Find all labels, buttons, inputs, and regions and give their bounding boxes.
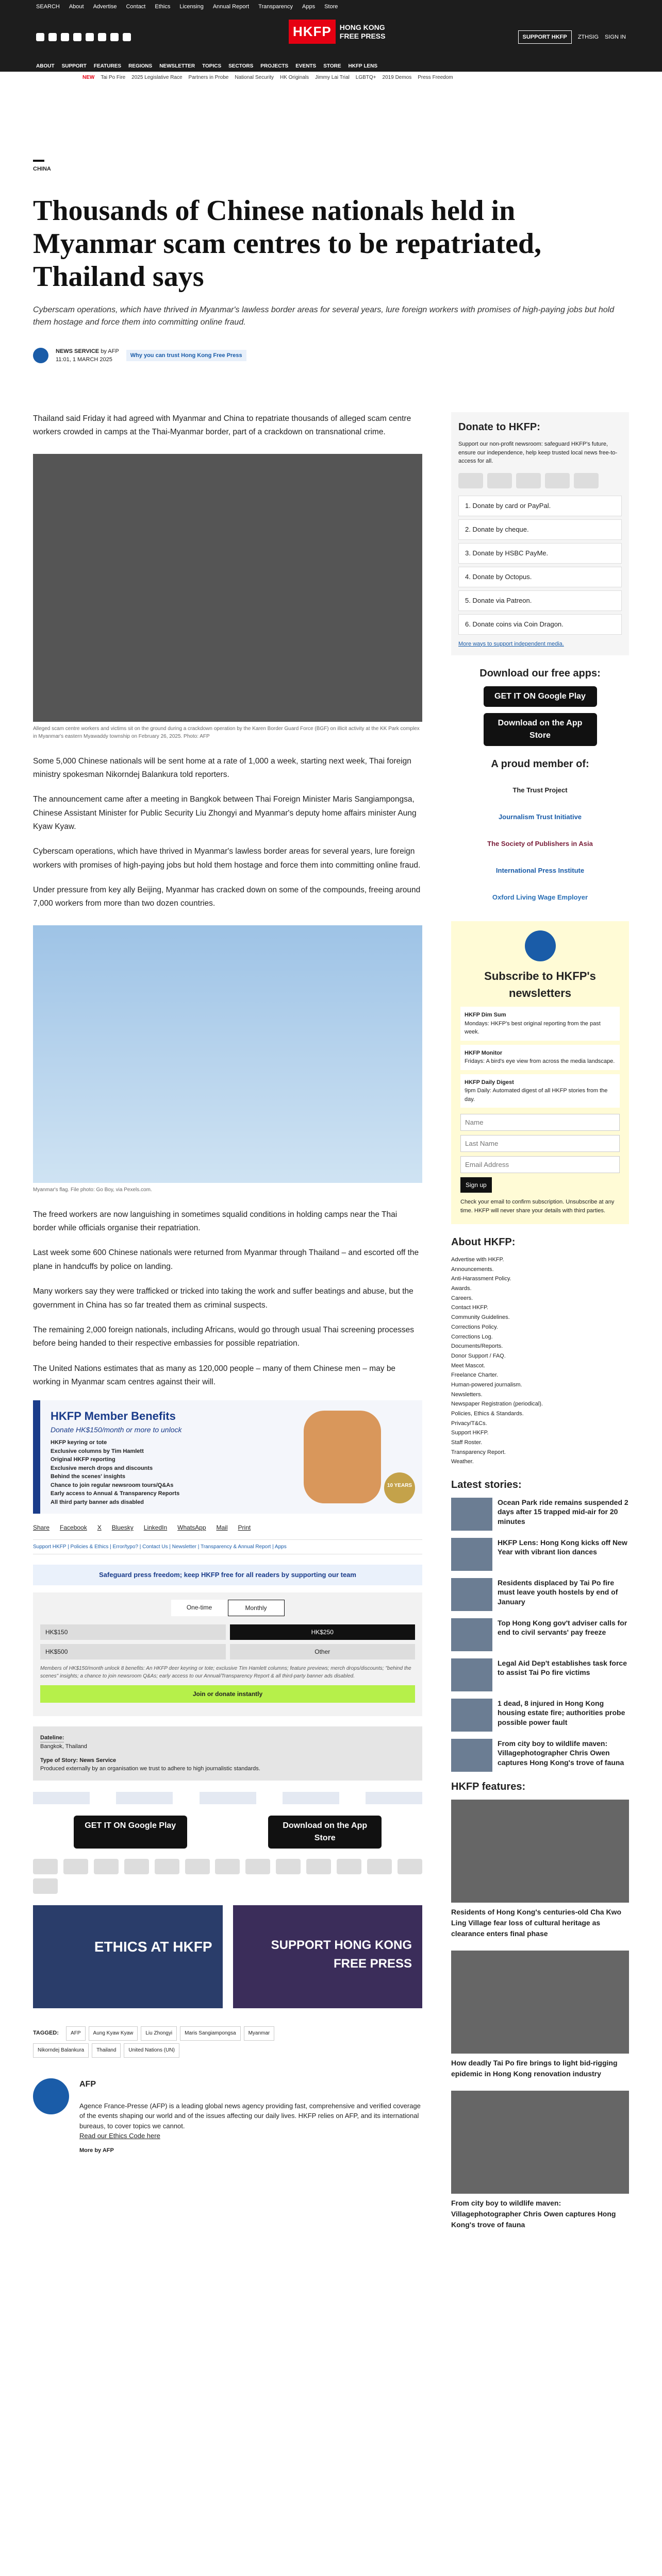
banner-title: HKFP Member Benefits — [51, 1410, 176, 1423]
apps-heading: Download our free apps: — [479, 668, 601, 679]
amount-grid — [40, 1624, 415, 1659]
partner-logo — [116, 1792, 173, 1804]
anniversary-badge: 10 YEARS — [384, 1472, 415, 1503]
support-promo[interactable]: SUPPORT HONG KONG FREE PRESS — [233, 1905, 423, 2008]
about-link[interactable]: Announcements. — [451, 1266, 494, 1273]
member-logo[interactable]: International Press Institute — [495, 867, 585, 874]
trend-link[interactable]: 2025 Legislative Race — [131, 74, 183, 80]
story-thumb — [451, 1538, 492, 1571]
member-heading: A proud member of: — [491, 758, 589, 770]
signup-button[interactable]: Sign up — [460, 1177, 492, 1193]
payme-icon[interactable] — [337, 1859, 361, 1874]
share-link[interactable]: Print — [238, 1524, 251, 1532]
feature-image — [451, 1800, 629, 1903]
banner-item: Chance to join regular newsroom tours/Q&As — [51, 1482, 174, 1488]
logo-text — [340, 23, 386, 40]
about-link[interactable]: Staff Roster. — [451, 1439, 483, 1446]
partner-logo — [283, 1792, 339, 1804]
support-button[interactable]: SUPPORT HKFP — [518, 30, 572, 44]
story-thumb — [451, 1739, 492, 1772]
byline-author[interactable]: NEWS SERVICE — [56, 348, 100, 354]
banner-item: All third party banner ads disabled — [51, 1499, 144, 1505]
nav-item[interactable]: ABOUT — [36, 63, 55, 69]
paragraph: Some 5,000 Chinese nationals will be sent home at a rate of 1,000 a week, starting next week, Thai foreign ministry spokesman Nikorndej Balankura told reporters. — [33, 756, 411, 779]
author-box — [33, 2078, 422, 2155]
tag[interactable]: Aung Kyaw Kyaw — [89, 2026, 138, 2041]
nav-item[interactable]: NEWSLETTER — [159, 63, 195, 69]
trend-link[interactable]: Jimmy Lai Trial — [315, 74, 350, 80]
paragraph: Many workers say they were trafficked or tricked into taking the work and suffer beatings and abuse, but the government in China has so far treated them as criminal suspects. — [33, 1287, 413, 1310]
octopus-icon[interactable] — [245, 1859, 270, 1874]
promo-tiles — [33, 1905, 422, 2008]
banner-item: Exclusive columns by Tim Hamlett — [51, 1448, 144, 1454]
newsletter-desc: Mondays: HKFP's best original reporting from the past week. — [465, 1020, 601, 1035]
about-link[interactable]: Advertise with HKFP. — [451, 1257, 504, 1263]
header-actions — [518, 30, 626, 44]
newsletter-option[interactable] — [460, 1007, 620, 1041]
nav-item[interactable]: HKFP LENS — [348, 63, 377, 69]
payment-option[interactable]: 5. Donate via Patreon. — [458, 590, 622, 611]
story-title: Ocean Park ride remains suspended 2 days after 15 trapped mid-air for 20 minutes — [498, 1498, 628, 1526]
story-title: From city boy to wildlife maven: Villagephotographer Chris Owen captures Hong Kong's trove of fauna — [498, 1739, 624, 1767]
topbar-link[interactable]: Store — [324, 3, 338, 10]
about-link[interactable]: Corrections Log. — [451, 1333, 493, 1340]
latest-list — [451, 1498, 629, 1772]
newsletter-name: HKFP Monitor — [465, 1049, 503, 1056]
payment-option[interactable]: 6. Donate coins via Coin Dragon. — [458, 614, 622, 635]
about-link[interactable]: Weather. — [451, 1459, 474, 1465]
about-link[interactable]: Transparency Report. — [451, 1449, 506, 1455]
story-item[interactable] — [451, 1498, 629, 1531]
payment-option[interactable]: 2. Donate by cheque. — [458, 519, 622, 540]
author-name[interactable]: AFP — [79, 2079, 96, 2089]
app-store-button[interactable]: Download on the App Store — [268, 1816, 382, 1849]
about-link[interactable]: Careers. — [451, 1295, 473, 1301]
story-thumb — [451, 1699, 492, 1732]
story-item[interactable] — [451, 1538, 629, 1571]
logo-line: FREE PRESS — [339, 31, 386, 40]
trend-link[interactable]: Partners in Probe — [188, 74, 229, 80]
story-title: 1 dead, 8 injured in Hong Kong housing estate fire; authorities probe possible power fault — [498, 1699, 625, 1726]
share-link[interactable]: Mail — [216, 1524, 228, 1532]
story-thumb — [451, 1498, 492, 1531]
story-type-value: Produced externally by an organisation we trust to adhere to high journalistic standards. — [40, 1766, 260, 1772]
jcb-icon[interactable] — [574, 473, 599, 488]
feature-image — [451, 2091, 629, 2194]
dateline-value: Bangkok, Thailand — [40, 1743, 87, 1750]
banner-subtitle: Donate HK$150/month or more to unlock — [51, 1426, 182, 1434]
unionpay-icon[interactable] — [545, 473, 570, 488]
trend-link[interactable]: LGBTQ+ — [355, 74, 376, 80]
paragraph: The United Nations estimates that as many as 120,000 people – many of them Chinese men – may be working in Myanmar scam centres against their will. — [33, 1364, 396, 1386]
topbar-link[interactable]: About — [69, 3, 84, 10]
about-link[interactable]: Privacy/T&Cs. — [451, 1420, 487, 1427]
banner-item: Original HKFP reporting — [51, 1456, 115, 1463]
story-thumb — [451, 1618, 492, 1651]
app-store-buttons — [33, 1816, 422, 1849]
category-kicker[interactable]: CHINA — [33, 160, 44, 174]
top-bar — [0, 0, 662, 13]
banner-item: HKFP keyring or tote — [51, 1439, 107, 1446]
author-bio: Agence France-Presse (AFP) is a leading global news agency providing fast, comprehensive and verified coverage of the events shaping our world and of the issues affecting our daily lives. HKFP relies on AFP, and its international bureaus, to cover topics we cannot. — [79, 2102, 421, 2130]
photo-caption: Alleged scam centre workers and victims sit on the ground during a crackdown operation by the Karen Border Guard Force (BGF) on illicit activity at the KK Park complex in Myanmar's eastern Myawaddy township on February 26, 2025. Photo: AFP — [33, 725, 420, 739]
payment-option[interactable]: 3. Donate by HSBC PayMe. — [458, 543, 622, 564]
apple-pay-icon[interactable] — [33, 1878, 58, 1894]
linkedin-icon[interactable] — [86, 33, 94, 41]
dateline-box — [33, 1726, 422, 1781]
story-item[interactable] — [451, 1739, 629, 1772]
tab-monthly[interactable]: Monthly — [228, 1600, 285, 1616]
myanmar-flag-photo — [33, 925, 422, 1183]
logo-line: HONG KONG — [339, 23, 385, 32]
newsletter-option[interactable] — [460, 1074, 620, 1108]
nav-item[interactable]: TOPICS — [202, 63, 222, 69]
byline-date: 11:01, 1 MARCH 2025 — [56, 357, 112, 363]
amex-icon[interactable] — [124, 1859, 149, 1874]
banner-item: Early access to Annual & Transparency Reports — [51, 1490, 180, 1497]
partner-logo — [200, 1792, 256, 1804]
story-thumb — [451, 1658, 492, 1691]
tag[interactable]: Myanmar — [244, 2026, 275, 2041]
story-title: HKFP Lens: Hong Kong kicks off New Year with vibrant lion dances — [498, 1538, 627, 1556]
nav-item[interactable]: SUPPORT — [61, 63, 87, 69]
visa-icon[interactable] — [94, 1859, 119, 1874]
mastercard-icon[interactable] — [458, 473, 483, 488]
google-play-button[interactable]: GET IT ON Google Play — [74, 1816, 187, 1849]
paragraph: Last week some 600 Chinese nationals were returned from Myanmar through Thailand – and escorted off the plane in handcuffs by police on landing. — [33, 1248, 419, 1271]
tag[interactable]: Liu Zhongyi — [141, 2026, 177, 2041]
story-thumb — [451, 1578, 492, 1611]
member-logo[interactable]: Journalism Trust Initiative — [498, 813, 582, 821]
topbar-link[interactable]: Contact — [126, 3, 146, 10]
dateline-label: Dateline: — [40, 1734, 64, 1743]
ethics-link[interactable]: Read our Ethics Code here — [79, 2132, 160, 2140]
x-icon[interactable] — [48, 33, 57, 41]
share-bar — [33, 1523, 422, 1532]
nav-item[interactable]: STORE — [323, 63, 341, 69]
tag[interactable]: Nikorndej Balankura — [33, 2043, 89, 2058]
feature-item[interactable] — [451, 1800, 629, 1939]
topbar-link[interactable]: Apps — [302, 3, 316, 10]
site-logo[interactable] — [289, 20, 385, 44]
share-link[interactable]: LinkedIn — [143, 1524, 168, 1532]
about-links — [451, 1255, 629, 1467]
trend-label: NEW — [82, 74, 95, 80]
tag[interactable]: Maris Sangiampongsa — [180, 2026, 241, 2041]
newsletter-logo — [525, 930, 556, 961]
last-name-field[interactable] — [460, 1135, 620, 1152]
amount-option-selected[interactable]: HK$250 — [230, 1624, 416, 1640]
paragraph: The announcement came after a meeting in Bangkok between Thai Foreign Minister Maris Sangiampongsa, Chinese Assistant Minister for Public Security Liu Zhongyi and Myanmar's deputy home affairs minister Aung Kyaw Kyaw. — [33, 795, 417, 832]
trend-link[interactable]: Press Freedom — [418, 74, 453, 80]
visa-icon[interactable] — [487, 473, 512, 488]
newsletter-heading: Subscribe to HKFP's newsletters — [484, 970, 596, 999]
topbar-link[interactable]: Ethics — [155, 3, 171, 10]
banner-item: Behind the scenes' insights — [51, 1473, 126, 1480]
paypal-icon[interactable] — [516, 473, 541, 488]
features-heading: HKFP features: — [451, 1781, 526, 1793]
feature-image — [451, 1951, 629, 2054]
paypal-icon[interactable] — [306, 1859, 331, 1874]
donation-frequency — [40, 1600, 415, 1616]
banner-item: Exclusive merch drops and discounts — [51, 1465, 153, 1471]
amount-option[interactable]: HK$500 — [40, 1644, 226, 1659]
about-link[interactable]: Community Guidelines. — [451, 1314, 510, 1321]
google-play-button[interactable]: GET IT ON Google Play — [484, 686, 597, 707]
byline-text — [56, 347, 119, 364]
topbar-link[interactable]: Advertise — [93, 3, 117, 10]
social-icons — [36, 33, 131, 41]
google-pay-icon[interactable] — [398, 1859, 422, 1874]
youtube-icon[interactable] — [98, 33, 106, 41]
partner-logo — [366, 1792, 422, 1804]
paragraph: Under pressure from key ally Beijing, Myanmar has cracked down on some of the compounds, freeing around 7,000 workers from more than two dozen countries. — [33, 886, 421, 908]
about-link[interactable]: Anti-Harassment Policy. — [451, 1276, 511, 1282]
feature-item[interactable] — [451, 2091, 629, 2230]
jcb-icon[interactable] — [155, 1859, 179, 1874]
newsletter-name: HKFP Daily Digest — [465, 1079, 514, 1086]
about-link[interactable]: Newsletters. — [451, 1391, 483, 1398]
newsletter-note: Check your email to confirm subscription. Unsubscribe at any time. HKFP will never share your details with third parties. — [460, 1199, 615, 1214]
story-item[interactable] — [451, 1578, 629, 1611]
nav-item[interactable]: PROJECTS — [260, 63, 289, 69]
safeguard-banner[interactable]: Safeguard press freedom; keep HKFP free for all readers by supporting our team — [33, 1565, 422, 1585]
trending-bar — [0, 72, 662, 82]
donate-text: Support our non-profit newsroom: safeguard HKFP's future, ensure our independence, help keep trusted local news free-to-access for all. — [458, 441, 618, 464]
support-links[interactable]: Support HKFP | Policies & Ethics | Error/typo? | Contact Us | Newsletter | Transparency & Annual Report | Apps — [33, 1539, 422, 1554]
feature-title: How deadly Tai Po fire brings to light bid-rigging epidemic in Hong Kong renovation industry — [451, 2059, 618, 2078]
about-link[interactable]: Meet Mascot. — [451, 1362, 486, 1369]
partner-logo — [33, 1792, 90, 1804]
unionpay-icon[interactable] — [63, 1859, 88, 1874]
tag[interactable]: AFP — [66, 2026, 85, 2041]
sidebar — [451, 412, 629, 2242]
donate-heading: Donate to HKFP: — [458, 421, 540, 433]
story-type-label: Type of Story: News Service — [40, 1757, 117, 1764]
nav-item[interactable]: EVENTS — [295, 63, 317, 69]
article-title: Thousands of Chinese nationals held in Myanmar scam centres to be repatriated, Thailand says — [33, 194, 541, 293]
facebook-icon[interactable] — [36, 33, 44, 41]
paragraph: The remaining 2,000 foreign nationals, including Africans, would go through usual Thai screening processes before being handed to their respective embassies for possible repatriation. — [33, 1325, 414, 1348]
language-link[interactable]: ZTHSIG — [577, 33, 599, 40]
about-link[interactable]: Awards. — [451, 1285, 472, 1292]
signin-link[interactable]: SIGN IN — [605, 33, 626, 40]
amount-option[interactable]: Other — [230, 1644, 416, 1659]
about-link[interactable]: Human-powered journalism. — [451, 1381, 522, 1388]
app-store-buttons-side — [451, 686, 629, 746]
mastercard-icon[interactable] — [33, 1859, 58, 1874]
about-link[interactable]: Freelance Charter. — [451, 1372, 499, 1379]
wechat-pay-icon[interactable] — [215, 1859, 240, 1874]
main-nav — [0, 61, 662, 72]
bitcoin-icon[interactable] — [367, 1859, 392, 1874]
byline — [33, 347, 629, 364]
feature-title: From city boy to wildlife maven: Villagephotographer Chris Owen captures Hong Kong's trove of fauna — [451, 2199, 616, 2229]
member-logo[interactable]: The Society of Publishers in Asia — [487, 840, 593, 848]
paragraph: The freed workers are now languishing in sometimes squalid conditions in holding camps near the Thai border while officials organise their repatriation. — [33, 1210, 398, 1233]
article-dek: Cyberscam operations, which have thrived in Myanmar's lawless border areas for several years, lure foreign workers with promises of high-paying jobs but hold them hostage and force them into committing online fraud. — [33, 305, 615, 327]
story-title: Residents displaced by Tai Po fire must leave youth hostels by end of January — [498, 1579, 618, 1606]
share-link[interactable]: WhatsApp — [177, 1524, 206, 1532]
newsletter-box — [451, 921, 629, 1224]
logo-box: HKFP — [289, 20, 336, 44]
site-header — [0, 13, 662, 61]
donate-box — [451, 412, 629, 655]
about-link[interactable]: Documents/Reports. — [451, 1343, 503, 1350]
trust-link[interactable]: Why you can trust Hong Kong Free Press — [126, 350, 246, 362]
story-item[interactable] — [451, 1699, 629, 1732]
nav-item[interactable]: FEATURES — [93, 63, 122, 69]
tag-list — [33, 2024, 422, 2058]
scam-workers-photo — [33, 454, 422, 722]
author-avatar[interactable] — [33, 348, 48, 363]
trend-link[interactable]: National Security — [235, 74, 274, 80]
about-heading: About HKFP: — [451, 1236, 516, 1248]
byline-by[interactable]: by AFP — [101, 348, 119, 354]
email-field[interactable] — [460, 1156, 620, 1173]
about-link[interactable]: Newspaper Registration (periodical). — [451, 1401, 543, 1408]
topbar-link[interactable]: Licensing — [179, 3, 204, 10]
topbar-link[interactable]: SEARCH — [36, 3, 60, 10]
trend-link[interactable]: HK Originals — [279, 74, 309, 80]
amount-option[interactable]: HK$150 — [40, 1624, 226, 1640]
deer-mascot-icon — [304, 1411, 381, 1503]
alipay-icon[interactable] — [185, 1859, 210, 1874]
about-link[interactable]: Contact HKFP. — [451, 1304, 488, 1311]
threads-icon[interactable] — [73, 33, 81, 41]
tagged-label: TAGGED: — [33, 2029, 59, 2036]
mail-icon[interactable] — [110, 33, 119, 41]
payment-icons — [33, 1859, 422, 1894]
nav-item[interactable]: REGIONS — [128, 63, 153, 69]
share-link[interactable]: Share — [33, 1524, 50, 1532]
about-link[interactable]: Donor Support / FAQ. — [451, 1352, 506, 1359]
share-link[interactable]: Bluesky — [111, 1524, 134, 1532]
newsletter-name: HKFP Dim Sum — [465, 1012, 506, 1018]
member-logo[interactable]: The Trust Project — [512, 786, 568, 794]
about-link[interactable]: Policies, Ethics & Standards. — [451, 1411, 524, 1417]
donation-widget — [33, 1592, 422, 1716]
rss-icon[interactable] — [123, 33, 131, 41]
tag[interactable]: United Nations (UN) — [124, 2043, 179, 2058]
more-ways-link[interactable]: More ways to support independent media. — [458, 640, 564, 647]
article-header — [0, 160, 662, 364]
nav-item[interactable]: SECTORS — [228, 63, 254, 69]
story-title: Legal Aid Dep't establishes task force to assist Tai Po fire victims — [498, 1659, 627, 1677]
photo-caption: Myanmar's flag. File photo: Go Boy, via Pexels.com. — [33, 1187, 152, 1193]
latest-heading: Latest stories: — [451, 1479, 522, 1491]
member-benefits-banner[interactable] — [33, 1400, 422, 1514]
payment-option[interactable]: 4. Donate by Octopus. — [458, 567, 622, 587]
newsletter-option[interactable] — [460, 1045, 620, 1070]
name-field[interactable] — [460, 1114, 620, 1131]
topbar-link[interactable]: Annual Report — [212, 3, 250, 10]
payment-icon-row — [458, 473, 622, 488]
tag[interactable]: Thailand — [92, 2043, 121, 2058]
feature-item[interactable] — [451, 1951, 629, 2079]
newsletter-desc: 9pm Daily: Automated digest of all HKFP stories from the day. — [465, 1088, 608, 1103]
payment-option[interactable]: 1. Donate by card or PayPal. — [458, 496, 622, 516]
author-details — [79, 2078, 422, 2155]
feature-title: Residents of Hong Kong's centuries-old Cha Kwo Ling Village fear loss of cultural heritage as clearance enters final phase — [451, 1908, 622, 1938]
more-by-author[interactable]: More by AFP — [79, 2147, 114, 2154]
story-item[interactable] — [451, 1658, 629, 1691]
patreon-icon[interactable] — [276, 1859, 301, 1874]
topbar-link[interactable]: Transparency — [258, 3, 293, 10]
about-link[interactable]: Corrections Policy. — [451, 1324, 498, 1330]
share-link[interactable]: Facebook — [60, 1524, 87, 1532]
newsletter-desc: Fridays: A bird's eye view from across the media landscape. — [465, 1058, 615, 1064]
member-logo[interactable]: Oxford Living Wage Employer — [492, 893, 588, 901]
author-logo[interactable] — [33, 2078, 69, 2114]
share-link[interactable]: X — [97, 1524, 102, 1532]
instagram-icon[interactable] — [61, 33, 69, 41]
trend-link[interactable]: 2019 Demos — [382, 74, 412, 80]
paragraph: Cyberscam operations, which have thrived in Myanmar's lawless border areas for several years, lure foreign workers with promises of high-paying jobs but hold them hostage and force them into committing online fraud. — [33, 847, 421, 870]
paragraph: Thailand said Friday it had agreed with Myanmar and China to repatriate thousands of alleged scam centre workers crowded in camps at the Thai-Myanmar border, part of a crackdown on transnational crime. — [33, 414, 411, 437]
ethics-promo[interactable]: ETHICS AT HKFP — [33, 1905, 223, 2008]
article-body — [33, 412, 422, 2155]
tab-one-time[interactable]: One-time — [171, 1600, 228, 1616]
trend-link[interactable]: Tai Po Fire — [101, 74, 126, 80]
about-link[interactable]: Support HKFP. — [451, 1430, 489, 1436]
donate-button[interactable]: Join or donate instantly — [40, 1685, 415, 1703]
partner-logos — [33, 1792, 422, 1804]
app-store-button[interactable]: Download on the App Store — [484, 713, 597, 746]
story-title: Top Hong Kong gov't adviser calls for end to civil servants' pay freeze — [498, 1619, 627, 1637]
donation-note: Members of HK$150/month unlock 8 benefits: An HKFP deer keyring or tote; exclusive Tim Hamlett columns; feature previews; merch drops/discounts; "behind the scenes" insights; a chance to join newsroom Q&As; early access to our Annual/Transparency Report & all third-party banner ads disabled. — [40, 1665, 411, 1679]
member-logos — [451, 777, 629, 911]
story-item[interactable] — [451, 1618, 629, 1651]
